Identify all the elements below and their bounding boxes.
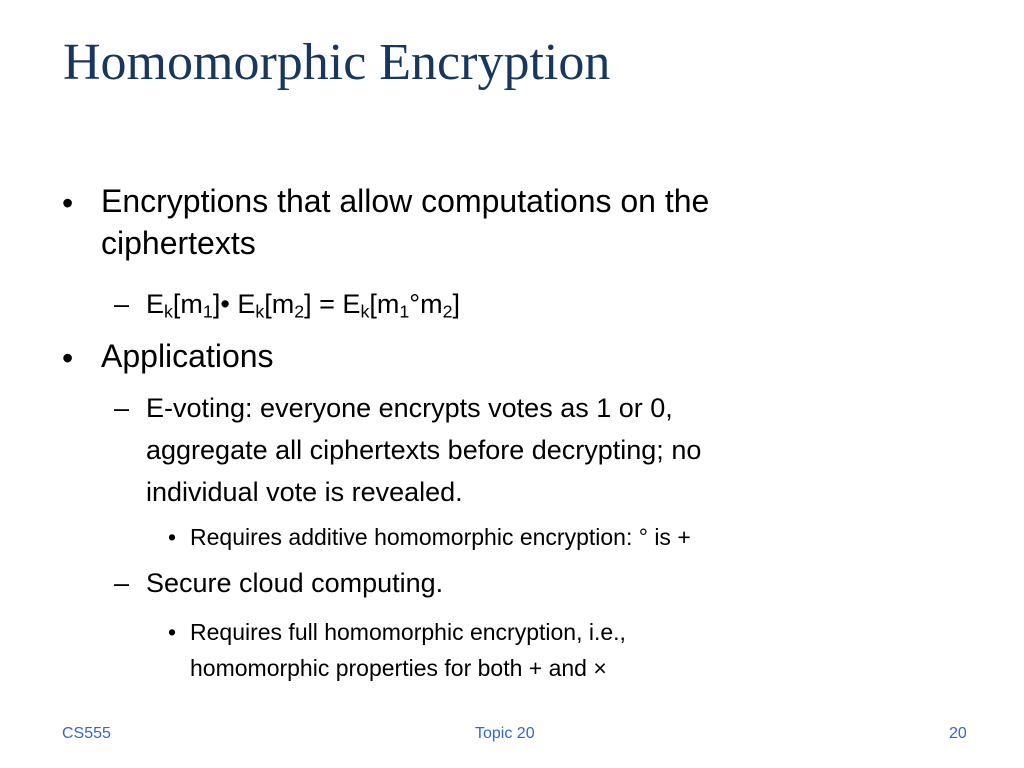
formula-part: m [420, 289, 443, 319]
slide-title: Homomorphic Encryption [63, 34, 611, 91]
formula-subscript: 1 [399, 301, 410, 322]
formula-part: ] [452, 289, 461, 319]
footer-topic: Topic 20 [475, 725, 535, 742]
bullet-marker: • [62, 185, 74, 221]
formula-part: ] [212, 289, 221, 319]
formula-part: [m [264, 289, 295, 319]
formula-subscript: k [255, 301, 265, 322]
bullet-full-homomorphic [190, 614, 950, 686]
bullet-text-line: aggregate all ciphertexts before decrypting; no [146, 435, 702, 465]
formula-operator: • [220, 289, 230, 319]
formula-part: E [146, 289, 165, 319]
bullet-marker: • [168, 524, 177, 550]
formula-operator: ° [409, 289, 421, 319]
formula-subscript: 1 [202, 301, 213, 322]
bullet-additive: Requires additive homomorphic encryption: ° is + [190, 524, 691, 550]
bullet-text-line: homomorphic properties for both + and × [190, 655, 607, 681]
bullet-text-line: Requires full homomorphic encryption, i.e., [190, 619, 626, 645]
dash-marker: – [114, 289, 130, 319]
bullet-applications: Applications [101, 338, 274, 374]
bullet-evoting [146, 387, 946, 513]
bullet-marker: • [168, 619, 177, 645]
dash-marker: – [114, 568, 130, 598]
dash-marker: – [114, 393, 130, 423]
footer-course: CS555 [62, 725, 111, 742]
formula-part: ] = E [304, 289, 361, 319]
formula-part: [m [369, 289, 400, 319]
formula-part: E [229, 289, 256, 319]
formula-part: [m [172, 289, 203, 319]
bullet-text-line: Encryptions that allow computations on the [101, 183, 710, 219]
footer-page-number: 20 [949, 725, 967, 742]
bullet-computations [101, 180, 901, 264]
homomorphic-formula [146, 283, 460, 325]
bullet-text-line: individual vote is revealed. [146, 477, 463, 507]
bullet-text-line: E-voting: everyone encrypts votes as 1 or 0, [146, 393, 673, 423]
bullet-cloud: Secure cloud computing. [146, 568, 444, 598]
bullet-marker: • [62, 340, 74, 376]
formula-subscript: 2 [442, 301, 453, 322]
bullet-text-line: ciphertexts [101, 225, 256, 261]
formula-subscript: 2 [294, 301, 305, 322]
formula-subscript: k [360, 301, 370, 322]
formula-subscript: k [164, 301, 173, 322]
